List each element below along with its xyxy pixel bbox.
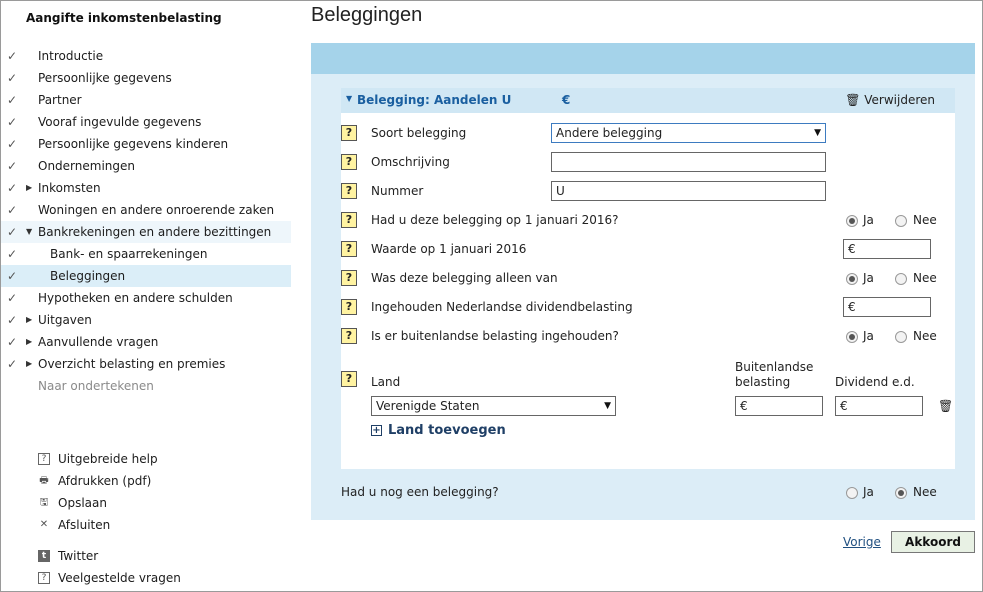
- main-panel: [311, 43, 975, 520]
- another-investment-ja-radio[interactable]: [846, 487, 858, 499]
- nummer-input[interactable]: U: [551, 181, 826, 201]
- sidebar-item-label: Bankrekeningen en andere bezittingen: [38, 225, 272, 239]
- sidebar-item-ondernemingen[interactable]: [1, 155, 291, 177]
- buitenlandse-nee-radio[interactable]: [895, 331, 907, 343]
- sidebar-item-label: Bank- en spaarrekeningen: [50, 247, 208, 261]
- had-belegging-label: Had u deze belegging op 1 januari 2016?: [371, 213, 619, 227]
- check-icon: ✓: [7, 159, 18, 173]
- check-icon: ✓: [7, 203, 18, 217]
- collapse-arrow-icon: ▼: [26, 227, 33, 236]
- alleen-van-ja-radio[interactable]: [846, 273, 858, 285]
- soort-belegging-select[interactable]: [551, 123, 826, 143]
- expand-arrow-icon: ▶: [26, 315, 33, 324]
- alleen-van-label: Was deze belegging alleen van: [371, 271, 558, 285]
- nummer-label: Nummer: [371, 184, 424, 198]
- help-button[interactable]: ?: [341, 154, 357, 170]
- sidebar-item-label: Persoonlijke gegevens: [38, 71, 172, 85]
- investment-amount: €: [562, 93, 571, 107]
- tool-opslaan[interactable]: [1, 492, 291, 514]
- another-investment-label: Had u nog een belegging?: [341, 485, 499, 499]
- sidebar-nav: [1, 45, 291, 397]
- help-button[interactable]: ?: [341, 299, 357, 315]
- omschrijving-label: Omschrijving: [371, 155, 450, 169]
- dropdown-arrow-icon: ▼: [604, 401, 611, 411]
- sidebar-item-label: Persoonlijke gegevens kinderen: [38, 137, 229, 151]
- tool-label: Opslaan: [58, 496, 107, 510]
- radio-ja-label: Ja: [863, 213, 874, 227]
- check-icon: ✓: [7, 49, 18, 63]
- waarde-label: Waarde op 1 januari 2016: [371, 242, 527, 256]
- col-belasting-header: belasting: [735, 375, 791, 389]
- buitenlandse-belasting-label: Is er buitenlandse belasting ingehouden?: [371, 329, 619, 343]
- waarde-input[interactable]: €: [843, 239, 931, 259]
- sidebar-item-label: Introductie: [38, 49, 104, 63]
- sidebar-item-label: Aanvullende vragen: [38, 335, 159, 349]
- panel-header-bar: [311, 43, 975, 74]
- sidebar-item-kinderen[interactable]: [1, 133, 291, 155]
- land-select[interactable]: [371, 396, 616, 416]
- delete-investment-button[interactable]: [845, 93, 935, 107]
- page-title: Beleggingen: [311, 4, 423, 26]
- sidebar-item-uitgaven[interactable]: [1, 309, 291, 331]
- check-icon: ✓: [7, 181, 18, 195]
- check-icon: ✓: [7, 71, 18, 85]
- tool-label: Uitgebreide help: [58, 452, 158, 466]
- radio-nee-label: Nee: [913, 213, 937, 227]
- akkoord-button[interactable]: Akkoord: [891, 531, 975, 553]
- sidebar-item-vooraf-ingevuld[interactable]: [1, 111, 291, 133]
- help-icon: ?: [38, 572, 50, 584]
- print-icon: 🖶: [39, 475, 49, 486]
- buitenlandse-ja-radio[interactable]: [846, 331, 858, 343]
- sidebar-item-ondertekenen: [1, 375, 291, 397]
- sidebar-item-beleggingen[interactable]: [1, 265, 291, 287]
- buitenlandse-belasting-input[interactable]: €: [735, 396, 823, 416]
- sidebar-item-label: Beleggingen: [50, 269, 126, 283]
- help-button[interactable]: ?: [341, 328, 357, 344]
- tool-afsluiten[interactable]: [1, 514, 291, 536]
- sidebar-item-label: Ondernemingen: [38, 159, 135, 173]
- check-icon: ✓: [7, 225, 18, 239]
- add-country-label: Land toevoegen: [388, 423, 506, 438]
- check-icon: ✓: [7, 247, 18, 261]
- check-icon: ✓: [7, 269, 18, 283]
- radio-ja-label: Ja: [863, 329, 874, 343]
- help-button[interactable]: ?: [341, 183, 357, 199]
- dividendbelasting-label: Ingehouden Nederlandse dividendbelasting: [371, 300, 633, 314]
- check-icon: ✓: [7, 357, 18, 371]
- sidebar-tools: [1, 448, 291, 589]
- radio-nee-label: Nee: [913, 329, 937, 343]
- alleen-van-nee-radio[interactable]: [895, 273, 907, 285]
- sidebar-item-label: Hypotheken en andere schulden: [38, 291, 233, 305]
- delete-label: Verwijderen: [864, 93, 935, 107]
- trash-icon: 🗑: [845, 93, 861, 107]
- investment-card-header[interactable]: [341, 88, 955, 113]
- sidebar-item-partner[interactable]: [1, 89, 291, 111]
- sidebar-item-hypotheken[interactable]: [1, 287, 291, 309]
- radio-ja-label: Ja: [863, 271, 874, 285]
- expand-arrow-icon: ▶: [26, 337, 33, 346]
- check-icon: ✓: [7, 115, 18, 129]
- collapse-arrow-icon[interactable]: ▼: [346, 94, 353, 103]
- app-title: Aangifte inkomstenbelasting: [26, 11, 222, 25]
- sidebar-item-label: Partner: [38, 93, 82, 107]
- previous-link[interactable]: Vorige: [843, 535, 881, 549]
- tool-uitgebreide-help[interactable]: [1, 448, 291, 470]
- soort-belegging-value: Andere belegging: [556, 126, 663, 140]
- tool-twitter[interactable]: [1, 545, 291, 567]
- help-icon: ?: [38, 453, 50, 465]
- save-icon: 🖫: [39, 497, 49, 508]
- check-icon: ✓: [7, 93, 18, 107]
- dropdown-arrow-icon: ▼: [814, 128, 821, 138]
- col-land-header: Land: [371, 375, 401, 389]
- expand-arrow-icon: ▶: [26, 359, 33, 368]
- tool-label: Veelgestelde vragen: [58, 571, 181, 585]
- sidebar-item-bank-spaarrekeningen[interactable]: [1, 243, 291, 265]
- sidebar-item-label: Woningen en andere onroerende zaken: [38, 203, 275, 217]
- plus-icon: +: [372, 425, 381, 436]
- tool-label: Afdrukken (pdf): [58, 474, 152, 488]
- help-button[interactable]: ?: [341, 270, 357, 286]
- sidebar-item-woningen[interactable]: [1, 199, 291, 221]
- radio-ja-label: Ja: [863, 485, 874, 499]
- dividend-input[interactable]: €: [835, 396, 923, 416]
- omschrijving-input[interactable]: [551, 152, 826, 172]
- twitter-icon: t: [38, 550, 50, 562]
- check-icon: ✓: [7, 313, 18, 327]
- tool-label: Afsluiten: [58, 518, 111, 532]
- sidebar-item-aanvullende-vragen[interactable]: [1, 331, 291, 353]
- sidebar-item-bankrekeningen[interactable]: [1, 221, 291, 243]
- investment-card: [341, 88, 955, 469]
- close-icon: ✕: [39, 519, 49, 530]
- soort-belegging-label: Soort belegging: [371, 126, 467, 140]
- tool-veelgestelde-vragen[interactable]: [1, 567, 291, 589]
- add-country-button[interactable]: [371, 423, 506, 438]
- land-value: Verenigde Staten: [376, 399, 480, 413]
- sidebar-item-overzicht[interactable]: [1, 353, 291, 375]
- check-icon: ✓: [7, 291, 18, 305]
- help-button[interactable]: ?: [341, 371, 357, 387]
- col-dividend-header: Dividend e.d.: [835, 375, 915, 389]
- had-belegging-nee-radio[interactable]: [895, 215, 907, 227]
- sidebar: [1, 1, 291, 591]
- expand-arrow-icon: ▶: [26, 183, 33, 192]
- help-button[interactable]: ?: [341, 241, 357, 257]
- sidebar-item-label: Inkomsten: [38, 181, 101, 195]
- delete-country-trash-icon[interactable]: 🗑: [938, 399, 954, 413]
- another-investment-nee-radio[interactable]: [895, 487, 907, 499]
- dividendbelasting-input[interactable]: €: [843, 297, 931, 317]
- help-button[interactable]: ?: [341, 212, 357, 228]
- col-buitenlandse-header: Buitenlandse: [735, 360, 814, 374]
- sidebar-item-label: Uitgaven: [38, 313, 92, 327]
- sidebar-item-label: Overzicht belasting en premies: [38, 357, 226, 371]
- sidebar-item-persoonlijke-gegevens[interactable]: [1, 67, 291, 89]
- help-button[interactable]: ?: [341, 125, 357, 141]
- radio-nee-label: Nee: [913, 485, 937, 499]
- tool-label: Twitter: [58, 549, 99, 563]
- tool-afdrukken[interactable]: [1, 470, 291, 492]
- sidebar-item-introductie[interactable]: [1, 45, 291, 67]
- had-belegging-ja-radio[interactable]: [846, 215, 858, 227]
- sidebar-item-label: Naar ondertekenen: [38, 379, 154, 393]
- radio-nee-label: Nee: [913, 271, 937, 285]
- check-icon: ✓: [7, 137, 18, 151]
- check-icon: ✓: [7, 335, 18, 349]
- sidebar-item-inkomsten[interactable]: [1, 177, 291, 199]
- sidebar-item-label: Vooraf ingevulde gegevens: [38, 115, 202, 129]
- investment-title: Belegging: Aandelen U: [357, 93, 512, 107]
